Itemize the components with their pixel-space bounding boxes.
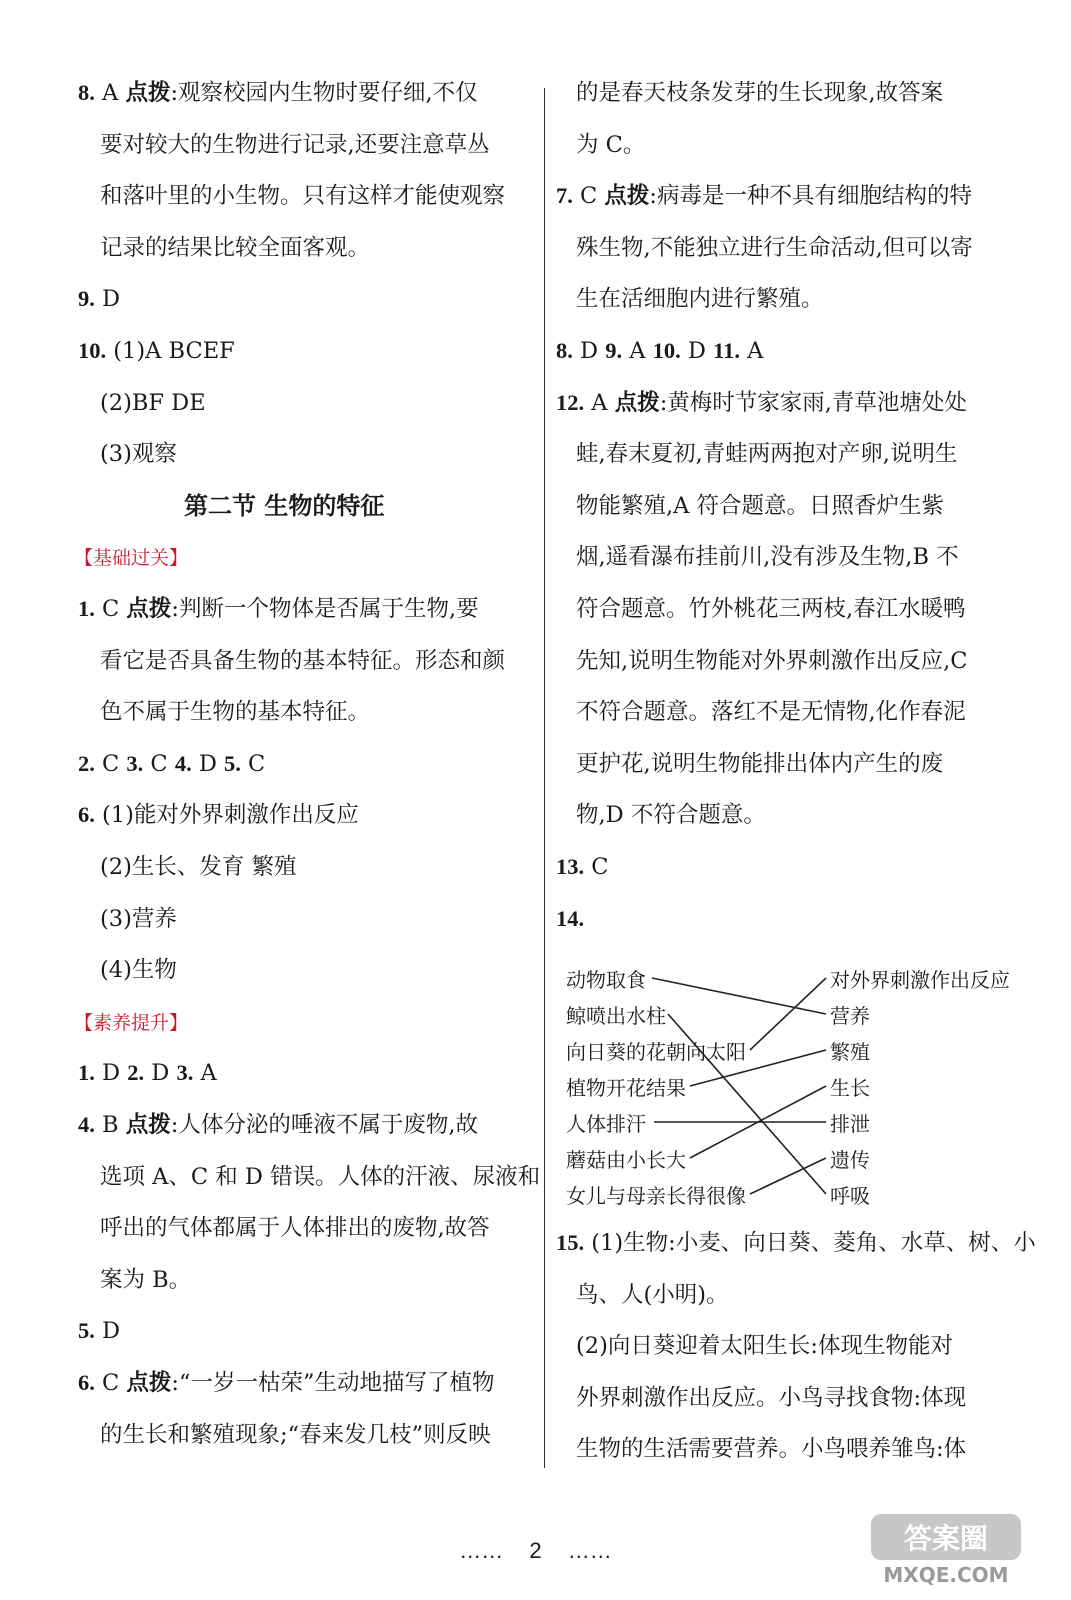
- answer: (1)生物:小麦、向日葵、菱角、水草、树、小: [584, 1230, 1036, 1256]
- text-line: [78, 749, 265, 779]
- watermark-bottom-text: MXQE.COM: [883, 1563, 1009, 1587]
- text-line: [78, 284, 120, 314]
- match-right-item: 对外界刺激作出反应: [830, 968, 1010, 992]
- answer: B: [94, 1112, 126, 1138]
- hint-keyword: 点拨: [604, 183, 650, 210]
- line-text: :“一岁一枯荣”生动地描写了植物: [171, 1370, 495, 1396]
- match-right-item: 排泄: [830, 1112, 870, 1136]
- item-number: 2.: [78, 750, 95, 776]
- item-number: 15.: [556, 1230, 585, 1255]
- match-link-line: [750, 1158, 826, 1194]
- text-line: [100, 1265, 191, 1295]
- text-line: [100, 1213, 490, 1243]
- line-text: 要对较大的生物进行记录,还要注意草丛: [100, 131, 490, 158]
- watermark-top-text: 答案圈: [903, 1522, 989, 1555]
- answer: D: [572, 338, 606, 364]
- answer: A: [584, 389, 615, 416]
- match-left-item: 向日葵的花朝向太阳: [566, 1040, 746, 1064]
- text-line: [78, 800, 359, 830]
- text-line: [78, 1368, 495, 1398]
- item-number: 2.: [127, 1060, 145, 1086]
- text-line: [78, 594, 479, 624]
- line-text: 生在活细胞内进行繁殖。: [576, 286, 824, 313]
- text-line: [100, 439, 177, 469]
- hint-keyword: 点拨: [125, 80, 171, 106]
- line-text: 看它是否具备生物的基本特征。形态和颜: [100, 647, 506, 674]
- answer: C: [94, 750, 127, 777]
- text-line: [78, 1316, 120, 1346]
- item-number: 9.: [605, 338, 623, 363]
- text-line: [576, 439, 957, 469]
- answer: D: [94, 1060, 128, 1087]
- section-tag: 【基础过关】: [74, 547, 189, 570]
- line-text: 记录的结果比较全面客观。: [100, 234, 371, 261]
- text-line: [556, 1228, 1036, 1258]
- text-line: [74, 1007, 188, 1038]
- section-heading: 第二节 生物的特征: [184, 490, 385, 520]
- item-number: 11.: [713, 338, 741, 363]
- answer: D: [94, 286, 121, 313]
- text-line: [184, 491, 384, 521]
- item-number: 6.: [78, 1370, 95, 1395]
- match-right-item: 营养: [830, 1004, 870, 1028]
- answer: D: [680, 338, 714, 364]
- section-tag: 【素养提升】: [74, 1011, 189, 1034]
- line-text: (2)生长、发育 繁殖: [100, 854, 297, 880]
- hint-keyword: 点拨: [126, 596, 172, 622]
- match-left-item: 动物取食: [566, 968, 646, 992]
- text-line: [576, 491, 944, 521]
- match-left-item: 女儿与母亲长得很像: [566, 1184, 746, 1208]
- answer: (1)能对外界刺激作出反应: [94, 802, 359, 829]
- line-text: 生物的生活需要营养。小鸟喂养雏鸟:体: [576, 1436, 967, 1463]
- text-line: [100, 130, 490, 160]
- line-text: 外界刺激作出反应。小鸟寻找食物:体现: [576, 1384, 967, 1411]
- item-number: 5.: [224, 750, 241, 776]
- line-text: 不符合题意。落红不是无情物,化作春泥: [576, 699, 966, 726]
- text-line: [556, 336, 763, 366]
- text-line: [100, 646, 505, 676]
- text-line: [556, 181, 972, 211]
- answer: D: [94, 1318, 121, 1345]
- line-text: :人体分泌的唾液不属于废物,故: [170, 1112, 478, 1138]
- footer-dots-right: ……: [567, 1538, 612, 1563]
- match-right-item: 遗传: [830, 1148, 870, 1172]
- item-number: 7.: [556, 183, 573, 209]
- line-text: :判断一个物体是否属于生物,要: [171, 596, 479, 622]
- text-line: [576, 697, 966, 727]
- line-text: 的是春天枝条发芽的生长现象,故答案: [576, 80, 944, 106]
- text-line: [576, 130, 645, 160]
- line-text: :黄梅时节家家雨,青草池塘处处: [659, 389, 967, 416]
- item-number: 10.: [78, 338, 107, 363]
- line-text: 为 C。: [576, 131, 646, 158]
- item-number: 3.: [126, 750, 144, 776]
- line-text: :观察校园内生物时要仔细,不仅: [170, 80, 478, 106]
- match-link-line: [750, 978, 826, 1050]
- answer: C: [94, 596, 127, 622]
- answer: A: [94, 80, 126, 106]
- line-text: (2)向日葵迎着太阳生长:体现生物能对: [576, 1333, 953, 1360]
- line-text: (3)营养: [100, 905, 177, 932]
- line-text: 殊生物,不能独立进行生命活动,但可以寄: [576, 234, 973, 261]
- item-number: 8.: [78, 80, 95, 105]
- line-text: 色不属于生物的基本特征。: [100, 699, 371, 726]
- line-text: 烟,遥看瀑布挂前川,没有涉及生物,B 不: [576, 544, 959, 571]
- match-right-item: 呼吸: [830, 1184, 870, 1208]
- text-line: [556, 904, 584, 934]
- line-text: 符合题意。竹外桃花三两枝,春江水暖鸭: [576, 596, 966, 622]
- text-line: [100, 852, 297, 882]
- item-number: 13.: [556, 854, 585, 879]
- text-line: [576, 646, 968, 676]
- text-line: [556, 852, 609, 882]
- item-number: 1.: [78, 1060, 95, 1086]
- line-text: 物能繁殖,A 符合题意。日照香炉生紫: [576, 492, 945, 519]
- line-text: 呼出的气体都属于人体排出的废物,故答: [100, 1215, 490, 1242]
- text-line: [78, 1110, 478, 1140]
- item-number: 10.: [652, 338, 681, 363]
- answer: D: [191, 750, 225, 777]
- line-text: 鸟、人(小明)。: [576, 1281, 729, 1308]
- answer: (1)A BCEF: [106, 338, 235, 364]
- text-line: [576, 78, 943, 108]
- text-line: [78, 336, 235, 366]
- text-line: [576, 1280, 729, 1310]
- text-line: [78, 1058, 217, 1088]
- text-line: [576, 233, 973, 263]
- line-text: 案为 B。: [100, 1266, 192, 1293]
- answer: C: [240, 750, 266, 777]
- answer: C: [584, 854, 609, 880]
- item-number: 6.: [78, 802, 95, 828]
- item-number: 14.: [556, 905, 585, 931]
- text-line: [576, 284, 824, 314]
- watermark-logo: [851, 1512, 1041, 1590]
- text-line: [576, 594, 966, 624]
- answer: C: [143, 750, 175, 777]
- hint-keyword: 点拨: [614, 389, 660, 416]
- text-line: [100, 697, 370, 727]
- item-number: 9.: [78, 286, 95, 312]
- item-number: 4.: [78, 1112, 95, 1137]
- footer-dots-left: ……: [459, 1538, 504, 1563]
- answer: A: [193, 1060, 217, 1087]
- answer: C: [572, 183, 605, 210]
- text-line: [576, 800, 766, 830]
- text-line: [100, 1420, 491, 1450]
- item-number: 8.: [556, 338, 573, 363]
- item-number: 3.: [176, 1060, 194, 1086]
- answer: C: [94, 1370, 127, 1396]
- text-line: [74, 542, 188, 573]
- line-text: (4)生物: [100, 957, 177, 984]
- text-line: [576, 749, 943, 779]
- column-divider: [544, 88, 545, 1468]
- match-link-line: [652, 978, 826, 1014]
- line-text: (2)BF DE: [100, 389, 206, 416]
- match-right-item: 生长: [830, 1076, 870, 1100]
- line-text: (3)观察: [100, 441, 177, 468]
- answer: A: [740, 338, 764, 364]
- line-text: 蛙,春末夏初,青蛙两两抱对产卵,说明生: [576, 441, 958, 468]
- text-line: [556, 388, 967, 418]
- text-line: [576, 1383, 966, 1413]
- item-number: 12.: [556, 389, 585, 415]
- text-line: [100, 1162, 540, 1192]
- item-number: 5.: [78, 1318, 95, 1344]
- line-text: 更护花,说明生物能排出体内产生的废: [576, 750, 944, 777]
- text-line: [576, 1331, 953, 1361]
- text-line: [100, 955, 177, 985]
- text-line: [100, 904, 177, 934]
- text-line: [100, 388, 206, 418]
- item-number: 1.: [78, 596, 95, 621]
- match-left-item: 人体排汗: [566, 1112, 646, 1136]
- text-line: [576, 542, 959, 572]
- line-text: :病毒是一种不具有细胞结构的特: [649, 183, 973, 210]
- line-text: 物,D 不符合题意。: [576, 802, 766, 829]
- line-text: 选项 A、C 和 D 错误。人体的汗液、尿液和: [100, 1163, 541, 1190]
- match-left-item: 蘑菇由小长大: [566, 1148, 686, 1172]
- match-right-item: 繁殖: [830, 1040, 870, 1064]
- match-left-item: 植物开花结果: [566, 1076, 686, 1100]
- match-left-item: 鲸喷出水柱: [566, 1004, 666, 1028]
- answer: A: [622, 338, 653, 364]
- answer: D: [144, 1060, 177, 1087]
- hint-keyword: 点拨: [125, 1112, 171, 1138]
- item-number: 4.: [174, 750, 192, 776]
- hint-keyword: 点拨: [126, 1370, 172, 1396]
- line-text: 的生长和繁殖现象;“春来发几枝”则反映: [100, 1421, 491, 1448]
- line-text: 和落叶里的小生物。只有这样才能使观察: [100, 183, 506, 210]
- text-line: [78, 78, 478, 108]
- text-line: [576, 1434, 966, 1464]
- text-line: [100, 181, 505, 211]
- text-line: [100, 233, 370, 263]
- line-text: 先知,说明生物能对外界刺激作出反应,C: [576, 647, 968, 674]
- page-number: 2: [529, 1538, 542, 1563]
